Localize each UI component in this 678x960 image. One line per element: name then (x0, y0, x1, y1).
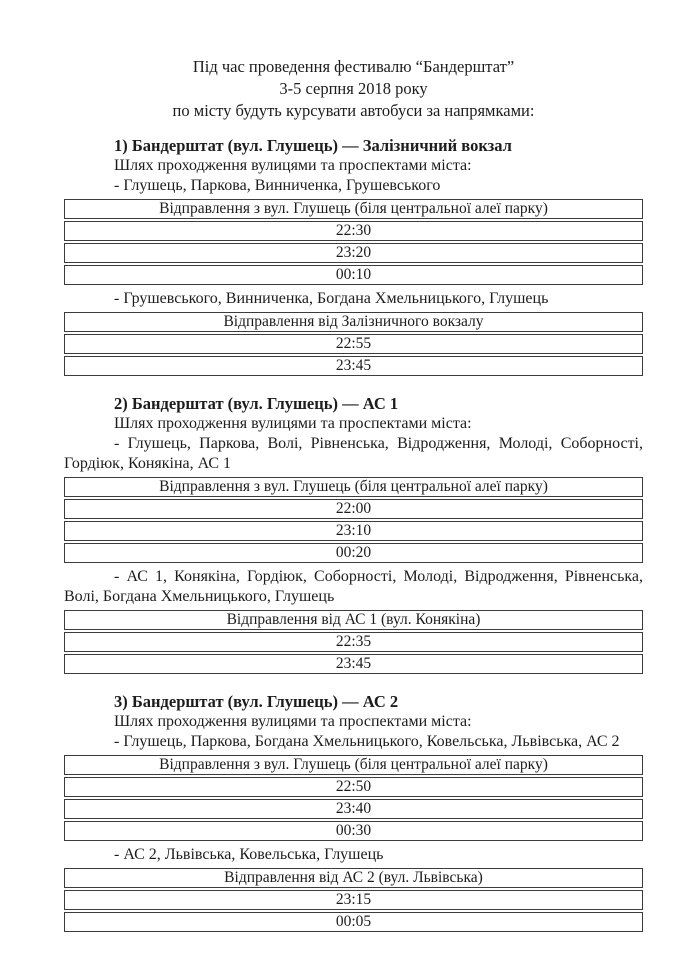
time-row: 00:10 (64, 265, 643, 285)
timetable-header: Відправлення від АС 2 (вул. Львівська) (64, 868, 643, 888)
timetable-header: Відправлення від АС 1 (вул. Конякіна) (64, 610, 643, 630)
route-section-railway-station (64, 136, 643, 376)
section-heading: 3) Бандерштат (вул. Глушець) — АС 2 (114, 692, 399, 711)
route-streets-return: - АС 1, Конякіна, Гордіюк, Соборності, Молоді, Відродження, Рівненська, Волі, Богдана Хмельницького, Глушець (64, 568, 643, 605)
path-label: Шлях проходження вулицями та проспектами міста: (114, 713, 472, 730)
time-row: 22:55 (64, 334, 643, 354)
path-label: Шлях проходження вулицями та проспектами міста: (114, 157, 472, 174)
departure-timetable (64, 312, 643, 376)
route-streets-outbound: - Глушець, Паркова, Волі, Рівненська, Відродження, Молоді, Соборності, Гордіюк, Конякіна, АС 1 (64, 435, 643, 472)
timetable-header: Відправлення з вул. Глушець (біля центральної алеї парку) (64, 477, 643, 497)
timetable-header: Відправлення з вул. Глушець (біля центральної алеї парку) (64, 199, 643, 219)
time-row: 23:45 (64, 654, 643, 674)
time-row: 22:30 (64, 221, 643, 241)
time-row: 00:30 (64, 821, 643, 841)
route-streets-return: - АС 2, Львівська, Ковельська, Глушець (114, 846, 384, 863)
path-label: Шлях проходження вулицями та проспектами міста: (114, 415, 472, 432)
title-line-festival: Під час проведення фестивалю “Бандерштат” (192, 57, 515, 76)
time-row: 23:40 (64, 799, 643, 819)
route-section-as1 (64, 394, 643, 674)
route-streets-outbound: - Глушець, Паркова, Винниченка, Грушевського (114, 177, 441, 194)
title-line-buses: по місту будуть курсувати автобуси за напрямками: (172, 101, 535, 120)
departure-timetable (64, 199, 643, 285)
section-heading: 2) Бандерштат (вул. Глушець) — АС 1 (114, 394, 399, 413)
time-row: 00:05 (64, 912, 643, 932)
time-row: 22:35 (64, 632, 643, 652)
timetable-header: Відправлення від Залізничного вокзалу (64, 312, 643, 332)
departure-timetable (64, 868, 643, 932)
time-row: 23:20 (64, 243, 643, 263)
time-row: 23:10 (64, 521, 643, 541)
document-title (64, 56, 643, 122)
route-section-as2 (64, 692, 643, 932)
route-streets-return: - Грушевського, Винниченка, Богдана Хмельницького, Глушець (114, 290, 549, 307)
departure-timetable (64, 610, 643, 674)
time-row: 22:50 (64, 777, 643, 797)
route-streets-outbound: - Глушець, Паркова, Богдана Хмельницького, Ковельська, Львівська, АС 2 (114, 733, 620, 750)
departure-timetable (64, 755, 643, 841)
time-row: 23:15 (64, 890, 643, 910)
section-heading: 1) Бандерштат (вул. Глушець) — Залізничний вокзал (114, 136, 512, 155)
time-row: 00:20 (64, 543, 643, 563)
time-row: 23:45 (64, 356, 643, 376)
time-row: 22:00 (64, 499, 643, 519)
departure-timetable (64, 477, 643, 563)
title-line-dates: 3-5 серпня 2018 року (279, 79, 428, 98)
timetable-header: Відправлення з вул. Глушець (біля центральної алеї парку) (64, 755, 643, 775)
